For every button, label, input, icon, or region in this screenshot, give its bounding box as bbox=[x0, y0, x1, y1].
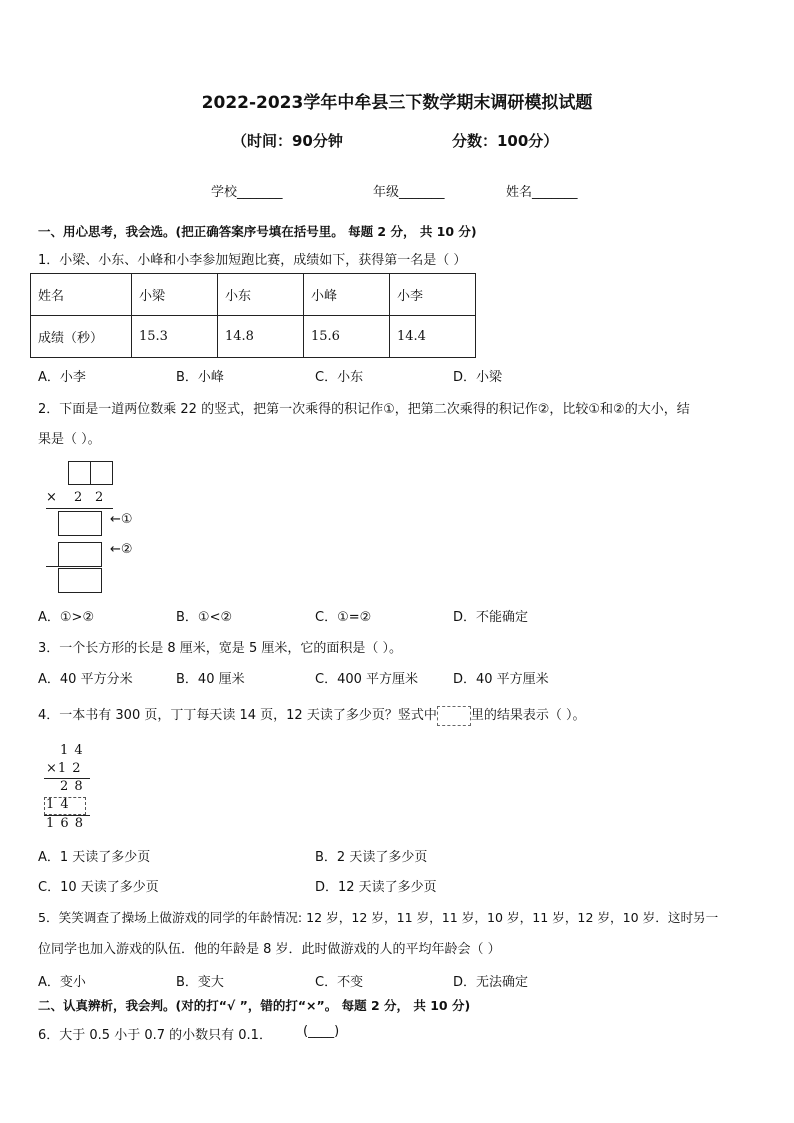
q3-option-d[interactable]: D．40 平方厘米 bbox=[453, 672, 549, 687]
q1-option-b[interactable]: B．小峰 bbox=[176, 370, 224, 385]
q3-stem: 3．一个长方形的长是 8 厘米，宽是 5 厘米，它的面积是（ ）。 bbox=[38, 641, 402, 656]
q3-option-c[interactable]: C．400 平方厘米 bbox=[315, 672, 419, 687]
table-cell: 14.4 bbox=[390, 316, 476, 358]
table-cell: 15.6 bbox=[304, 316, 390, 358]
q4-option-a[interactable]: A．1 天读了多少页 bbox=[38, 850, 151, 865]
school-field[interactable]: 学校_______ bbox=[211, 185, 283, 200]
q4-option-c[interactable]: C．10 天读了多少页 bbox=[38, 880, 159, 895]
exam-time: （时间：90分钟 bbox=[232, 132, 343, 150]
marker-1: ←① bbox=[110, 512, 133, 527]
q6-stem: 6．大于 0.5 小于 0.7 的小数只有 0.1． bbox=[38, 1028, 272, 1043]
q2-stem-line1: 2．下面是一道两位数乘 22 的竖式，把第一次乘得的积记作①，把第二次乘得的积记作②，比较①和②的大小，结 bbox=[38, 402, 690, 417]
section2-heading: 二、认真辨析，我会判。(对的打“√ ”，错的打“×”。 每题 2 分， 共 10 分) bbox=[38, 998, 471, 1013]
q2-option-b[interactable]: B．①<② bbox=[176, 610, 233, 625]
table-cell: 姓名 bbox=[31, 274, 132, 316]
calc-row-2: ×1 2 bbox=[46, 761, 82, 776]
result-box bbox=[58, 568, 102, 593]
calc-rule bbox=[46, 508, 113, 509]
q4-option-d[interactable]: D．12 天读了多少页 bbox=[315, 880, 437, 895]
q5-stem-line2: 位同学也加入游戏的队伍．他的年龄是 8 岁．此时做游戏的人的平均年龄会（ ） bbox=[38, 942, 501, 957]
q4-option-b[interactable]: B．2 天读了多少页 bbox=[315, 850, 428, 865]
q4-stem bbox=[38, 704, 585, 726]
table-cell: 小李 bbox=[390, 274, 476, 316]
q2-option-d[interactable]: D．不能确定 bbox=[453, 610, 529, 625]
q1-option-d[interactable]: D．小梁 bbox=[453, 370, 503, 385]
multiplier-digit: 2 bbox=[95, 490, 104, 505]
q5-option-c[interactable]: C．不变 bbox=[315, 975, 364, 990]
name-field[interactable]: 姓名_______ bbox=[506, 185, 578, 200]
q6-answer-blank[interactable]: (____) bbox=[303, 1024, 340, 1039]
calc-row-5: 1 6 8 bbox=[46, 816, 85, 831]
marker-2: ←② bbox=[110, 542, 133, 557]
grade-field[interactable]: 年级_______ bbox=[373, 185, 445, 200]
q5-option-d[interactable]: D．无法确定 bbox=[453, 975, 529, 990]
section1-heading: 一、用心思考，我会选。(把正确答案序号填在括号里。 每题 2 分， 共 10 分) bbox=[38, 224, 477, 239]
q1-results-table bbox=[30, 273, 476, 358]
table-cell: 小梁 bbox=[132, 274, 218, 316]
q4-stem-a: 4．一本书有 300 页，丁丁每天读 14 页，12 天读了多少页？竖式中 bbox=[38, 708, 437, 723]
calc-row-3: 2 8 bbox=[60, 779, 84, 794]
q5-option-a[interactable]: A．变小 bbox=[38, 975, 86, 990]
calc-row-4: 1 4 bbox=[46, 797, 70, 812]
product-box-2 bbox=[58, 542, 102, 567]
exam-score: 分数：100分） bbox=[452, 132, 559, 150]
table-cell: 小东 bbox=[218, 274, 304, 316]
q2-option-a[interactable]: A．①>② bbox=[38, 610, 95, 625]
digit-box bbox=[68, 461, 91, 485]
q2-stem-line2: 果是（ ）。 bbox=[38, 432, 101, 447]
q2-option-c[interactable]: C．①=② bbox=[315, 610, 372, 625]
table-cell: 14.8 bbox=[218, 316, 304, 358]
table-cell: 成绩（秒） bbox=[31, 316, 132, 358]
q1-option-c[interactable]: C．小东 bbox=[315, 370, 364, 385]
calc-row-1: 1 4 bbox=[60, 743, 84, 758]
table-row bbox=[31, 316, 476, 358]
table-cell: 15.3 bbox=[132, 316, 218, 358]
calc-rule bbox=[46, 566, 102, 567]
q3-option-a[interactable]: A．40 平方分米 bbox=[38, 672, 133, 687]
product-box-1 bbox=[58, 511, 102, 536]
page-title: 2022-2023学年中牟县三下数学期末调研模拟试题 bbox=[201, 93, 593, 113]
multiplier-digit: 2 bbox=[74, 490, 83, 505]
dashed-blank bbox=[437, 706, 471, 726]
q5-stem-line1: 5．笑笑调查了操场上做游戏的同学的年龄情况: 12 岁，12 岁，11 岁，11 岁，10 岁，11 岁，12 岁，10 岁．这时另一 bbox=[38, 910, 719, 925]
digit-box bbox=[90, 461, 113, 485]
table-cell: 小峰 bbox=[304, 274, 390, 316]
times-sign: × bbox=[46, 490, 57, 505]
q3-option-b[interactable]: B．40 厘米 bbox=[176, 672, 245, 687]
q5-option-b[interactable]: B．变大 bbox=[176, 975, 224, 990]
table-row bbox=[31, 274, 476, 316]
q1-stem: 1．小梁、小东、小峰和小李参加短跑比赛，成绩如下，获得第一名是（ ） bbox=[38, 253, 467, 268]
q1-option-a[interactable]: A．小李 bbox=[38, 370, 86, 385]
q4-stem-b: 里的结果表示（ ）。 bbox=[470, 708, 586, 723]
